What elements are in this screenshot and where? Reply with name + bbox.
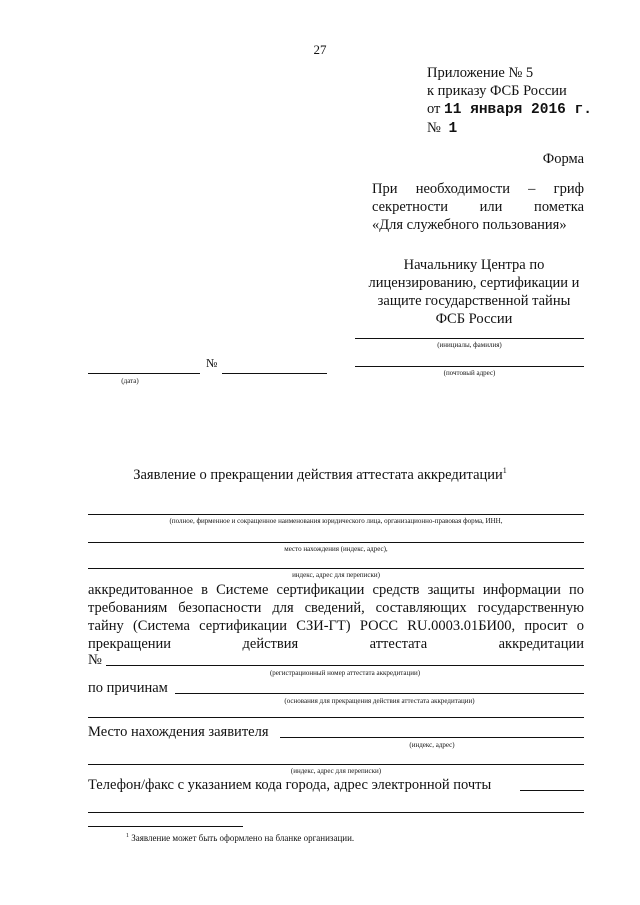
- body-line-3: тайну (Система сертификации СЗИ-ГТ) РОСС RU.0003.01БИ00, просит о: [88, 618, 584, 634]
- attestat-number-line: [106, 665, 584, 666]
- applicant-location-line: [88, 542, 584, 543]
- phone-line: [520, 790, 584, 791]
- reasons-extra-line: [88, 717, 584, 718]
- addressee-line-2: лицензированию, сертификации и: [368, 275, 580, 291]
- title-text: Заявление о прекращении действия аттестата аккредитации: [133, 466, 503, 483]
- reasons-line: [175, 693, 584, 694]
- date-prefix: от: [427, 101, 441, 117]
- page-number: 27: [313, 42, 327, 57]
- secrecy-line-1: При необходимости – гриф: [372, 181, 584, 197]
- secrecy-note: [372, 180, 584, 234]
- full-name-caption: (полное, фирменное и сокращенное наименования юридического лица, организационно-правовая форма, ИНН,: [169, 517, 503, 525]
- appendix-line: Приложение № 5: [427, 65, 534, 81]
- addressee-line-4: ФСБ России: [435, 311, 513, 327]
- number-prefix: №: [427, 120, 441, 136]
- form-label: Форма: [542, 151, 584, 167]
- initials-caption: (инициалы, фамилия): [437, 341, 502, 349]
- applicant-mail-line: [88, 568, 584, 569]
- postal-caption: (почтовый адрес): [443, 369, 496, 377]
- footnote-separator: [88, 826, 243, 827]
- mail-address-line: [88, 764, 584, 765]
- document-title: [0, 466, 640, 484]
- date-line: [88, 373, 200, 374]
- addressee-line-1: Начальнику Центра по: [403, 257, 545, 273]
- order-number-line: [427, 119, 627, 138]
- phone-extra-line: [88, 812, 584, 813]
- attestat-number-sign: №: [88, 652, 102, 668]
- initials-line: [355, 338, 584, 339]
- location-caption: место нахождения (индекс, адрес),: [284, 545, 388, 553]
- order-date: 11 января 2016 г.: [444, 102, 592, 118]
- body-line-4: прекращении действия аттестата аккредитации: [88, 636, 584, 652]
- reasons-label: по причинам: [88, 680, 168, 696]
- appendix-header: [427, 64, 627, 138]
- body-line-2: требованиям безопасности для сведений, составляющих государственную: [88, 600, 584, 616]
- index-address-caption: (индекс, адрес): [409, 741, 455, 749]
- grounds-caption: (основания для прекращения действия аттестата аккредитации): [284, 697, 475, 705]
- order-line: к приказу ФСБ России: [427, 83, 567, 99]
- secrecy-line-3: «Для служебного пользования»: [372, 217, 567, 233]
- phone-label: Телефон/факс с указанием кода города, адрес электронной почты: [88, 777, 492, 793]
- footnote-mark: 1: [126, 833, 129, 839]
- date-caption: (дата): [121, 377, 139, 385]
- applicant-address-line: [280, 737, 584, 738]
- title-footnote-mark: 1: [502, 466, 507, 475]
- applicant-name-line: [88, 514, 584, 515]
- reg-number-caption: (регистрационный номер аттестата аккредитации): [269, 669, 421, 677]
- body-paragraph: [88, 581, 584, 653]
- footnote: [126, 833, 354, 843]
- postal-line: [355, 366, 584, 367]
- mail-address-caption: индекс, адрес для переписки): [292, 571, 380, 579]
- order-date-line: [427, 100, 627, 119]
- applicant-location-label: Место нахождения заявителя: [88, 724, 269, 740]
- index-mail-caption: (индекс, адрес для переписки): [290, 767, 382, 775]
- body-line-1: аккредитованное в Системе сертификации средств защиты информации по: [88, 582, 584, 598]
- addressee-block: [354, 256, 594, 328]
- addressee-line-3: защите государственной тайны: [377, 293, 571, 309]
- number-sign: №: [206, 356, 218, 370]
- order-number: 1: [448, 121, 458, 137]
- registration-number-line: [222, 373, 327, 374]
- footnote-text: Заявление может быть оформлено на бланке организации.: [131, 833, 355, 843]
- secrecy-line-2: секретности или пометка: [372, 199, 584, 215]
